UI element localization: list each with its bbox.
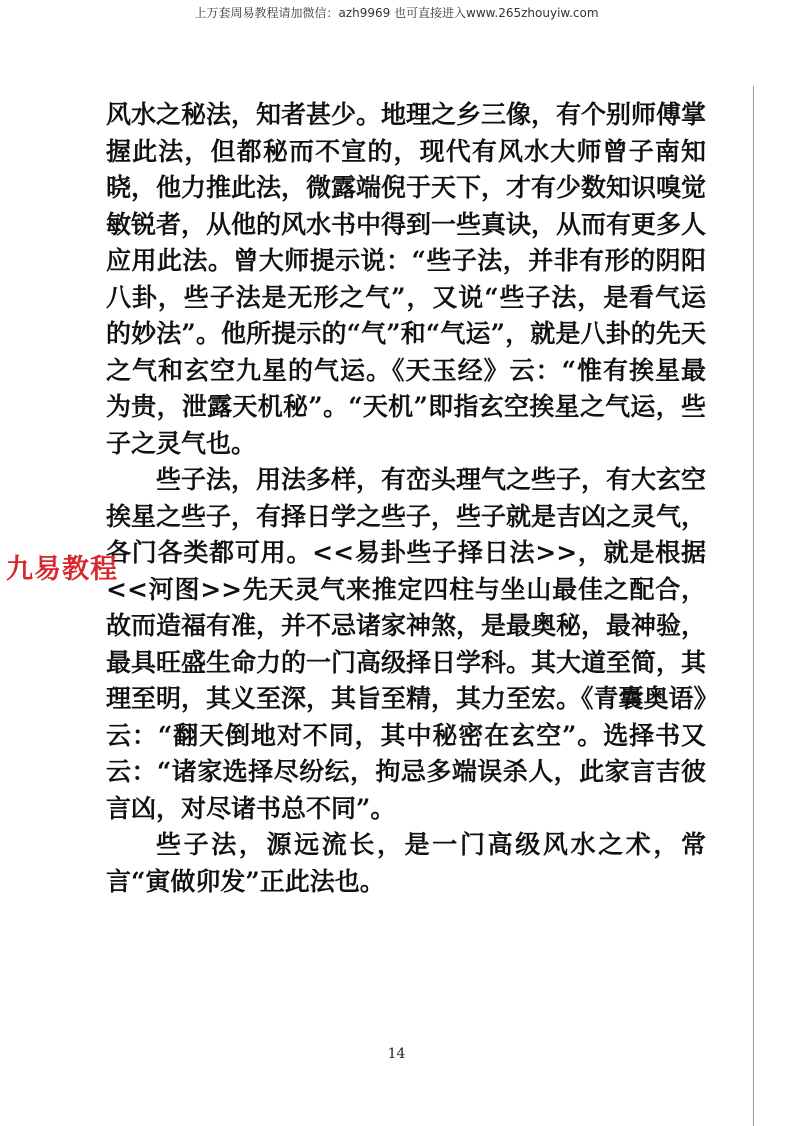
paragraph-3: 些子法，源远流长，是一门高级风水之术，常言“寅做卯发”正此法也。 — [106, 830, 706, 896]
page-edge-rule — [753, 86, 754, 1126]
paragraph-2: 些子法，用法多样，有峦头理气之些子，有大玄空挨星之些子，有择日学之些子，些子就是吉凶之灵气，各门各类都可用。<<易卦些子择日法>>，就是根据<<河图>>先天灵气来推定四柱与坐山最佳之配合，故而造福有准，并不忌诸家神煞，是最奥秘，最神验，最具旺盛生命力的一门高级择日学科。其大道至简，其理至明，其义至深，其旨至精，其力至宏。《青囊奥语》云：“翻天倒地对不同，其中秘密在玄空”。选择书又云：“诸家选择尽纷纭，拘忌多端误杀人，此家言吉彼言凶，对尽诸书总不同”。 — [106, 465, 707, 823]
paragraph-1: 风水之秘法，知者甚少。地理之乡三像，有个别师傅掌握此法，但都秘而不宣的，现代有风水大师曾子南知晓，他力推此法，微露端倪于天下，才有少数知识嗅觉敏锐者，从他的风水书中得到一些真诀，从而有更多人应用此法。曾大师提示说：“些子法，并非有形的阴阳八卦，些子法是无形之气”，又说“些子法，是看气运的妙法”。他所提示的“气”和“气运”，就是八卦的先天之气和玄空九星的气运。《天玉经》云：“惟有挨星最为贵，泄露天机秘”。“天机”即指玄空挨星之气运，些子之灵气也。 — [106, 100, 707, 458]
header-promo-text: 上万套周易教程请加微信：azh9969 也可直接进入www.265zhouyiw.com — [194, 6, 599, 20]
watermark-logo-text: 九易教程 — [6, 554, 118, 585]
page-number: 14 — [387, 1046, 406, 1062]
body-text — [106, 97, 706, 900]
